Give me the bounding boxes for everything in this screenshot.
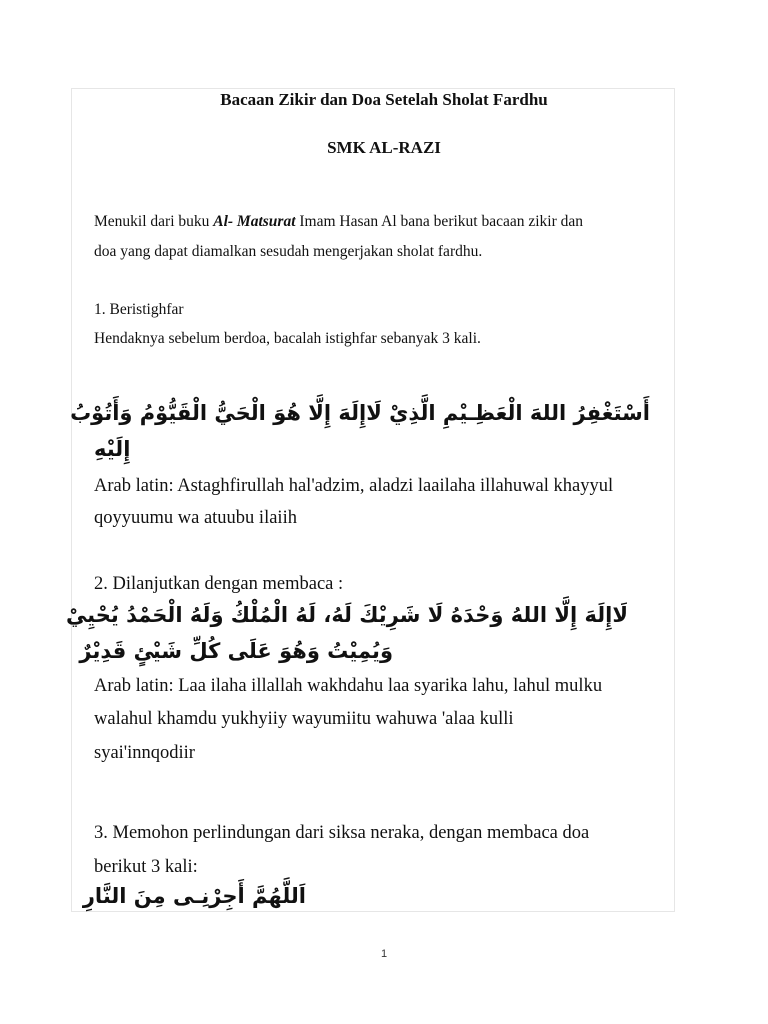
intro-line-1 <box>94 212 583 232</box>
section3-arabic-line-1: اَللَّهُمَّ أَجِرْنِـى مِنَ النَّارِ <box>82 884 306 908</box>
page-number: 1 <box>380 948 388 960</box>
section1-arabic-line-2: إِلَيْهِ <box>94 437 131 461</box>
document-title: Bacaan Zikir dan Doa Setelah Sholat Fardhu <box>220 90 548 109</box>
section2-latin-line-2: walahul khamdu yukhyiiy wayumiitu wahuwa 'alaa kulli <box>94 709 514 729</box>
section1-instruction: Hendaknya sebelum berdoa, bacalah istighfar sebanyak 3 kali. <box>94 330 481 347</box>
section2-latin-line-1: Arab latin: Laa ilaha illallah wakhdahu laa syarika lahu, lahul mulku <box>94 676 603 696</box>
section1-latin-line-2: qoyyuumu wa atuubu ilaiih <box>94 508 297 528</box>
document-subtitle: SMK AL-RAZI <box>327 138 441 157</box>
section3-heading-line-2: berikut 3 kali: <box>94 857 198 877</box>
section3-heading-line-1: 3. Memohon perlindungan dari siksa neraka, dengan membaca doa <box>94 823 590 843</box>
section2-arabic-line-2: وَيُمِيْتُ وَهُوَ عَلَى كُلِّ شَيْئٍ قَدِيْرٌ <box>79 639 393 663</box>
intro-line-2: doa yang dapat diamalkan sesudah mengerjakan sholat fardhu. <box>94 243 483 260</box>
book-title: Al- Matsurat <box>213 213 296 230</box>
section1-arabic-line-1: أَسْتَغْفِرُ اللهَ الْعَظِـيْمِ الَّذِيْ لَاإِلَهَ إِلَّا هُوَ الْحَيُّ الْقَيُّوْمُ وَأَتُوْبُ <box>70 401 650 425</box>
section1-latin-line-1: Arab latin: Astaghfirullah hal'adzim, aladzi laailaha illahuwal khayyul <box>94 476 614 496</box>
section1-heading: 1. Beristighfar <box>94 301 184 318</box>
intro-after: Imam Hasan Al bana berikut bacaan zikir dan <box>295 213 584 230</box>
section2-heading: 2. Dilanjutkan dengan membaca : <box>94 574 344 594</box>
section2-latin-line-3: syai'innqodiir <box>94 743 195 763</box>
section2-arabic-line-1: لَاإِلَهَ إِلَّا اللهُ وَحْدَهُ لَا شَرِيْكَ لَهُ، لَهُ الْمُلْكُ وَلَهُ الْحَمْدُ يُحْيِيْ <box>65 603 628 627</box>
intro-before: Menukil dari buku <box>94 213 214 230</box>
